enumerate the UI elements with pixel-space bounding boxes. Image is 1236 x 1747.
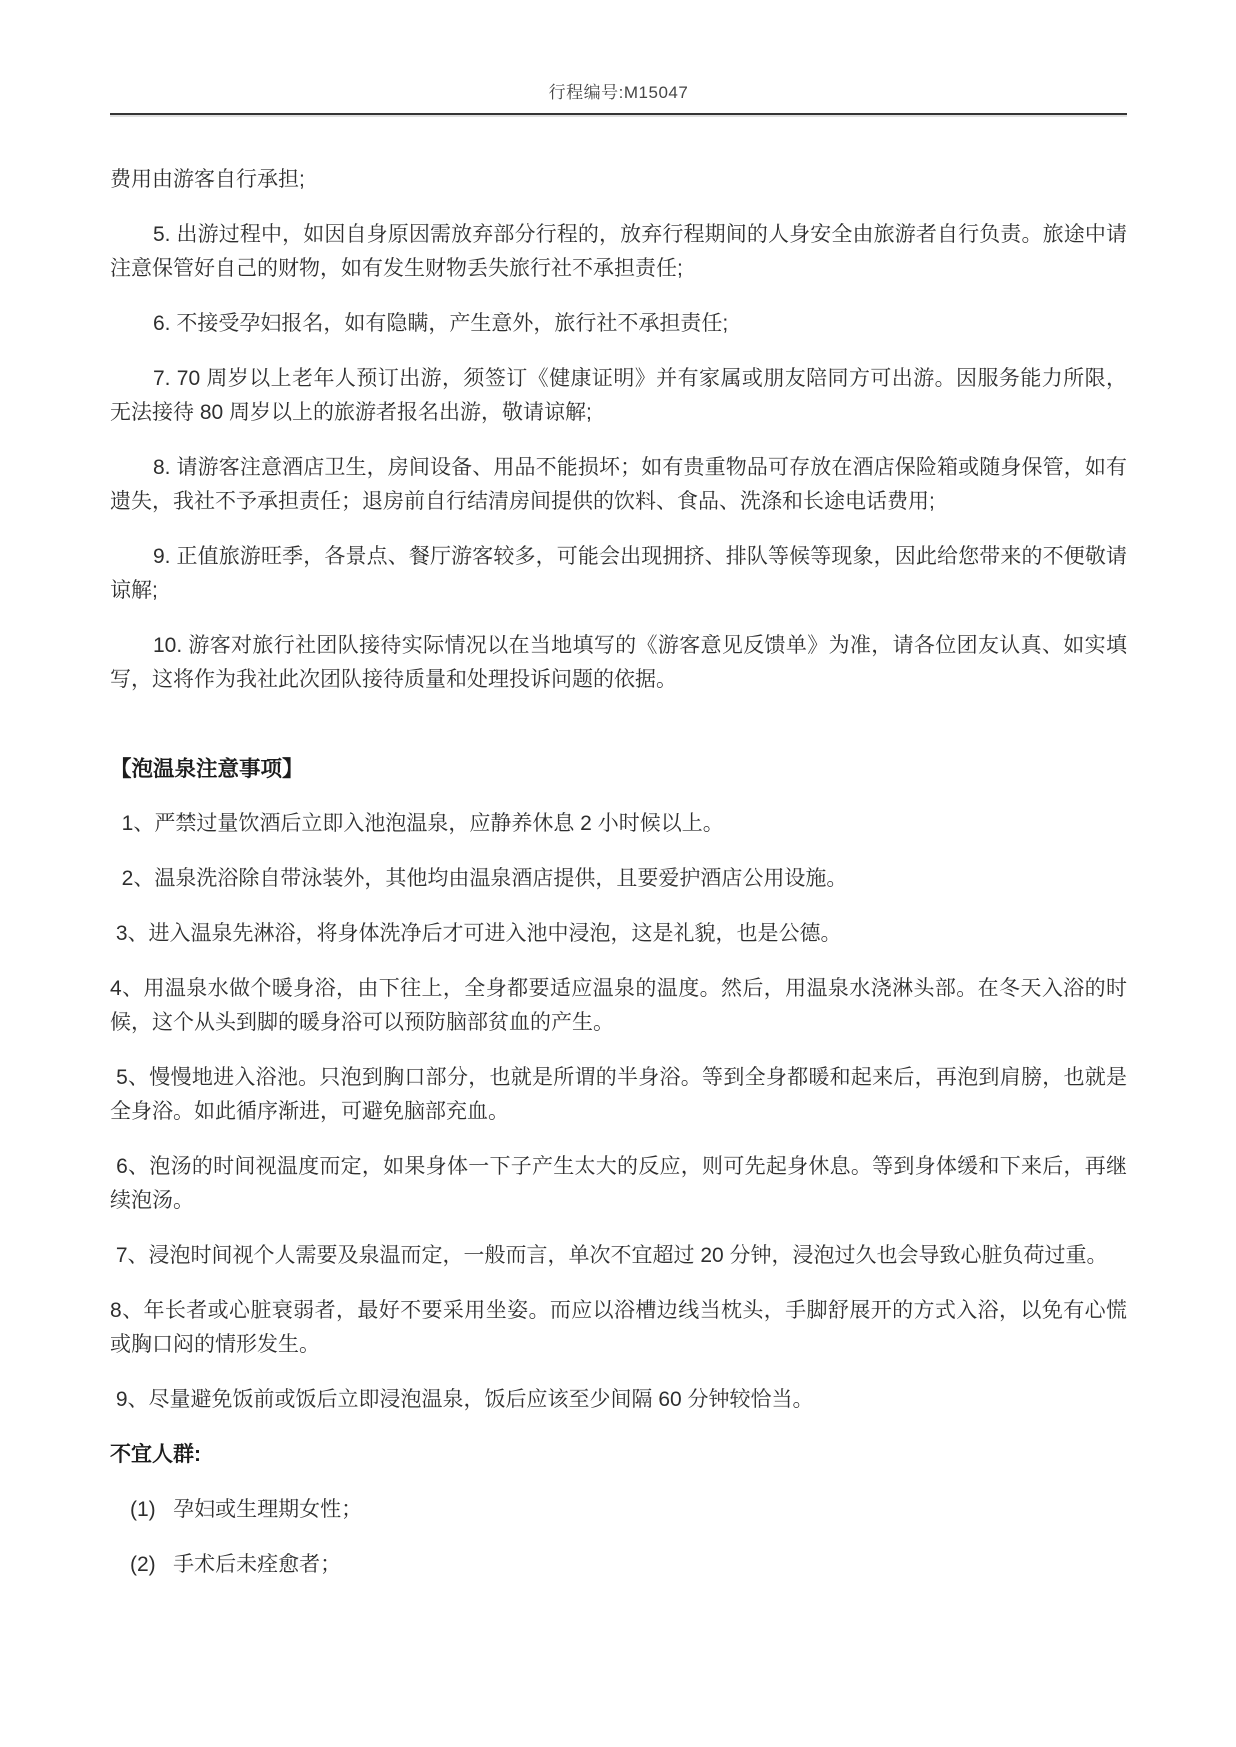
hotspring-item: 1、严禁过量饮酒后立即入池泡温泉，应静养休息 2 小时候以上。 bbox=[110, 812, 724, 835]
hotspring-items-section bbox=[110, 807, 1127, 1417]
notices-section bbox=[110, 163, 1127, 697]
hotspring-item: 8、年长者或心脏衰弱者，最好不要采用坐姿。而应以浴槽边线当枕头，手脚舒展开的方式入浴，以免有心慌或胸口闷的情形发生。 bbox=[110, 1299, 1127, 1356]
hotspring-section-heading: 【泡温泉注意事项】 bbox=[110, 757, 304, 781]
hotspring-item: 3、进入温泉先淋浴，将身体洗净后才可进入池中浸泡，这是礼貌，也是公德。 bbox=[110, 922, 842, 945]
notice-paragraph: 8. 请游客注意酒店卫生，房间设备、用品不能损坏；如有贵重物品可存放在酒店保险箱或随身保管，如有遗失，我社不予承担责任；退房前自行结清房间提供的饮料、食品、洗涤和长途电话费用; bbox=[110, 456, 1127, 513]
notice-paragraph: 6. 不接受孕妇报名，如有隐瞒，产生意外，旅行社不承担责任; bbox=[153, 312, 729, 335]
unsuitable-group-heading: 不宜人群: bbox=[110, 1443, 201, 1466]
notice-paragraph: 10. 游客对旅行社团队接待实际情况以在当地填写的《游客意见反馈单》为准，请各位团友认真、如实填写，这将作为我社此次团队接待质量和处理投诉问题的依据。 bbox=[110, 634, 1127, 691]
header-divider bbox=[110, 113, 1127, 115]
notice-paragraph: 7. 70 周岁以上老年人预订出游，须签订《健康证明》并有家属或朋友陪同方可出游。因服务能力所限，无法接待 80 周岁以上的旅游者报名出游，敬请谅解; bbox=[110, 367, 1127, 424]
hotspring-item: 7、浸泡时间视个人需要及泉温而定，一般而言，单次不宜超过 20 分钟，浸泡过久也会导致心脏负荷过重。 bbox=[110, 1244, 1108, 1267]
notice-paragraph: 5. 出游过程中，如因自身原因需放弃部分行程的，放弃行程期间的人身安全由旅游者自行负责。旅途中请注意保管好自己的财物，如有发生财物丢失旅行社不承担责任; bbox=[110, 223, 1127, 280]
hotspring-item: 5、慢慢地进入浴池。只泡到胸口部分，也就是所谓的半身浴。等到全身都暖和起来后，再泡到肩膀，也就是全身浴。如此循序渐进，可避免脑部充血。 bbox=[110, 1066, 1127, 1123]
hotspring-item: 4、用温泉水做个暖身浴，由下往上，全身都要适应温泉的温度。然后，用温泉水浇淋头部。在冬天入浴的时候，这个从头到脚的暖身浴可以预防脑部贫血的产生。 bbox=[110, 977, 1127, 1034]
unsuitable-items-section bbox=[110, 1493, 1127, 1582]
hotspring-item: 9、尽量避免饭前或饭后立即浸泡温泉，饭后应该至少间隔 60 分钟较恰当。 bbox=[110, 1388, 814, 1411]
unsuitable-item: (1) 孕妇或生理期女性； bbox=[130, 1498, 363, 1521]
unsuitable-item: (2) 手术后未痊愈者； bbox=[130, 1553, 342, 1576]
hotspring-item: 6、泡汤的时间视温度而定，如果身体一下子产生太大的反应，则可先起身休息。等到身体缓和下来后，再继续泡汤。 bbox=[110, 1155, 1127, 1212]
notice-paragraph: 费用由游客自行承担; bbox=[110, 168, 305, 191]
notice-paragraph: 9. 正值旅游旺季，各景点、餐厅游客较多，可能会出现拥挤、排队等候等现象，因此给您带来的不便敬请谅解; bbox=[110, 545, 1127, 602]
page-header bbox=[110, 0, 1127, 115]
hotspring-item: 2、温泉洗浴除自带泳装外，其他均由温泉酒店提供，且要爱护酒店公用设施。 bbox=[110, 867, 848, 890]
doc-number: 行程编号:M15047 bbox=[548, 83, 689, 102]
